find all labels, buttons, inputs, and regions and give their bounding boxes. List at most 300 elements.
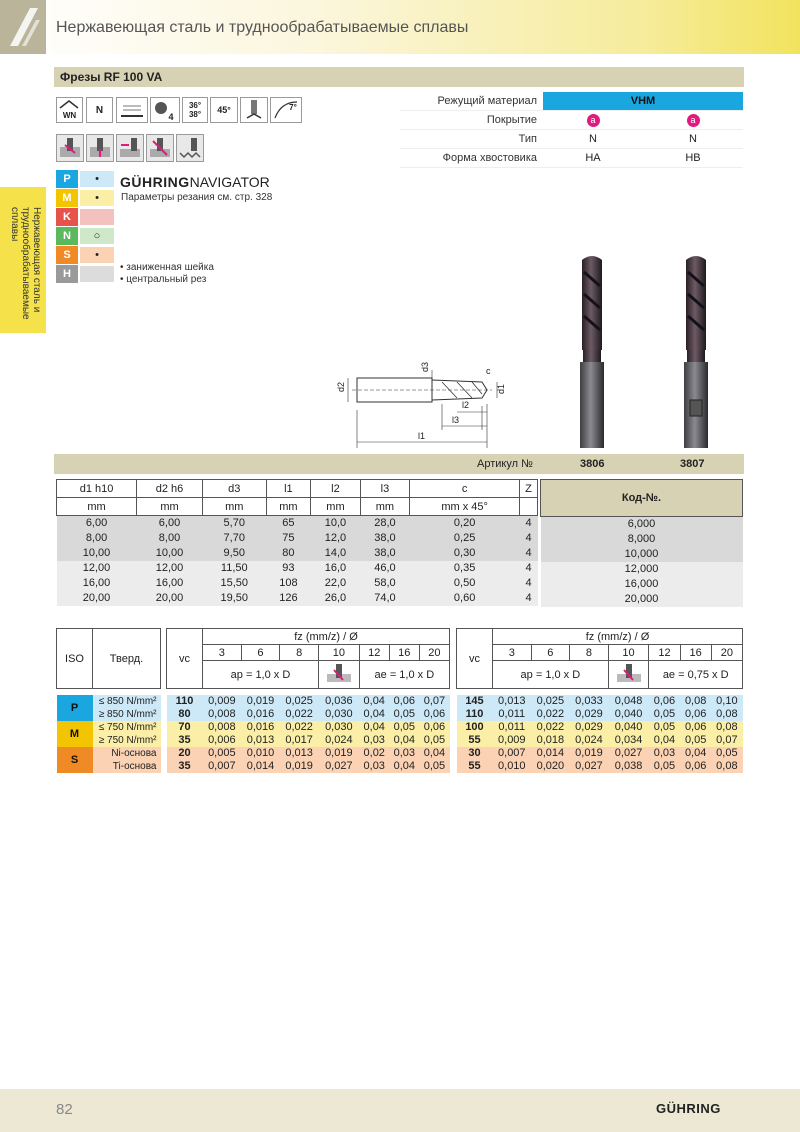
iso-row-k [56, 208, 114, 226]
table-cell: 9,50 [202, 546, 266, 561]
iso-group-badge: S [57, 747, 93, 773]
table-cell: 11,50 [202, 561, 266, 576]
ramping-angle-icon [270, 97, 302, 123]
hardness-cell: Ti-основа [93, 760, 161, 773]
dim-label-l3: l3 [452, 415, 460, 425]
fz-cell: 0,08 [711, 721, 742, 734]
diameter-cell: 6 [531, 645, 570, 661]
ap-label: ap = 1,0 x D [493, 661, 609, 689]
table-cell: 12,00 [137, 561, 203, 576]
table-cell: 14,0 [311, 546, 360, 561]
article-number-1: 3806 [580, 458, 605, 470]
dim-label-d1: d1 [496, 383, 506, 394]
table-cell: 8,00 [57, 531, 137, 546]
coating-badge: a [587, 114, 600, 127]
table-row [57, 747, 450, 760]
vc-cell: 55 [457, 760, 493, 773]
table-cell: 0,25 [410, 531, 520, 546]
table-cell: 58,0 [360, 576, 409, 591]
code-cell: 8,000 [541, 532, 743, 547]
table-cell: 16,00 [57, 576, 137, 591]
iso-group-badge: P [57, 695, 93, 721]
iso-letter: N [56, 227, 78, 245]
fz-cell: 0,022 [280, 721, 319, 734]
dims-units-row [57, 498, 538, 516]
table-cell: 4 [520, 531, 538, 546]
table-row [57, 708, 450, 721]
iso-group-badge: M [57, 721, 93, 747]
navigator-brand: GÜHRING [120, 174, 190, 190]
article-label: Артикул № [477, 458, 533, 470]
table-cell: 4 [520, 561, 538, 576]
fz-cell: 0,010 [493, 760, 532, 773]
coating-value-2 [643, 114, 743, 127]
iso-suitability: ○ [80, 228, 114, 244]
table-row [57, 516, 538, 531]
iso-suitability: • [80, 247, 114, 263]
tool-drawing [332, 360, 512, 450]
spec-label: Режущий материал [437, 95, 537, 107]
fz-cell: 0,05 [680, 734, 711, 747]
spec-row-shank [400, 149, 743, 168]
table-cell: 4 [520, 516, 538, 531]
fz-cell: 0,05 [649, 708, 680, 721]
table-cell: 28,0 [360, 516, 409, 531]
fz-cell: 0,04 [680, 747, 711, 760]
tool-photo-ha [572, 252, 612, 448]
table-cell: 0,50 [410, 576, 520, 591]
fz-cell: 0,018 [531, 734, 570, 747]
iso-row-p [56, 170, 114, 188]
table-row [457, 708, 743, 721]
code-cell: 6,000 [541, 517, 743, 532]
vc-cell: 20 [167, 747, 203, 760]
table-row [541, 532, 743, 547]
dimensions-table [56, 479, 538, 606]
fz-cell: 0,019 [241, 695, 280, 708]
spec-label: Форма хвостовика [442, 152, 537, 164]
article-bar [54, 454, 744, 474]
vc-cell: 110 [457, 708, 493, 721]
table-cell: 20,00 [57, 591, 137, 606]
fz-cell: 0,05 [649, 721, 680, 734]
table-cell: 38,0 [360, 531, 409, 546]
table-cell: 6,00 [57, 516, 137, 531]
table-cell: 80 [266, 546, 311, 561]
coating-badge: a [687, 114, 700, 127]
vc-cell: 55 [457, 734, 493, 747]
table-cell: 5,70 [202, 516, 266, 531]
table-row [541, 592, 743, 607]
code-cell: 10,000 [541, 547, 743, 562]
diameter-cell: 12 [359, 645, 389, 661]
table-row [57, 721, 450, 734]
fz-cell: 0,06 [649, 695, 680, 708]
dim-label-d2: d2 [336, 381, 346, 392]
spec-row-material [400, 92, 743, 111]
profile-milling-icon [146, 134, 174, 162]
table-row [57, 561, 538, 576]
dim-label-c: c [486, 366, 491, 376]
table-cell: 65 [266, 516, 311, 531]
table-cell: 10,00 [137, 546, 203, 561]
material-value: VHM [630, 95, 656, 107]
fz-cell: 0,10 [711, 695, 742, 708]
chapter-tab-label: Нержавеющая сталь и труднообрабатываемые сплавы [9, 207, 42, 320]
table-cell: 12,00 [57, 561, 137, 576]
hardness-cell: ≤ 750 N/mm² [93, 721, 161, 734]
fz-cell: 0,04 [389, 734, 419, 747]
dims-unit-cell: mm [266, 498, 311, 516]
fz-cell: 0,04 [359, 695, 389, 708]
fz-cell: 0,009 [493, 734, 532, 747]
helix-angle-2: 38° [188, 110, 202, 119]
type-value-1: N [589, 133, 597, 145]
table-cell: 0,35 [410, 561, 520, 576]
fz-cell: 0,020 [531, 760, 570, 773]
fz-cell: 0,022 [280, 708, 319, 721]
dim-label-d3: d3 [420, 361, 430, 372]
diameter-cell: 20 [419, 645, 449, 661]
spec-row-coating [400, 111, 743, 130]
table-row [57, 576, 538, 591]
cutting-table-left [56, 628, 450, 773]
fz-cell: 0,016 [241, 721, 280, 734]
table-cell: 7,70 [202, 531, 266, 546]
dims-header-cell: l1 [266, 480, 311, 498]
hardness-cell: ≥ 850 N/mm² [93, 708, 161, 721]
fz-header: fz (mm/z) / Ø [203, 629, 450, 645]
fz-cell: 0,06 [680, 760, 711, 773]
dims-header-cell: d2 h6 [137, 480, 203, 498]
vc-cell: 145 [457, 695, 493, 708]
table-cell: 6,00 [137, 516, 203, 531]
fz-cell: 0,019 [280, 760, 319, 773]
fz-cell: 0,03 [359, 734, 389, 747]
iso-letter: H [56, 265, 78, 283]
hardness-cell: ≥ 750 N/mm² [93, 734, 161, 747]
spec-label: Покрытие [486, 114, 537, 126]
page-title: Нержавеющая сталь и труднообрабатываемые сплавы [56, 19, 469, 36]
fz-cell: 0,017 [280, 734, 319, 747]
hardness-cell: Ni-основа [93, 747, 161, 760]
code-table [540, 479, 743, 607]
table-row [541, 562, 743, 577]
table-row [57, 546, 538, 561]
product-bar [54, 67, 744, 87]
fz-cell: 0,07 [419, 695, 449, 708]
fz-cell: 0,027 [570, 760, 609, 773]
pocket-milling-icon [176, 134, 204, 162]
fz-cell: 0,022 [531, 721, 570, 734]
vc-cell: 35 [167, 734, 203, 747]
table-cell: 10,0 [311, 516, 360, 531]
fz-cell: 0,04 [419, 747, 449, 760]
fz-cell: 0,005 [203, 747, 242, 760]
iso-letter: K [56, 208, 78, 226]
fz-cell: 0,04 [359, 708, 389, 721]
navigator-logo [120, 174, 270, 190]
code-cell: 12,000 [541, 562, 743, 577]
diameter-cell: 10 [608, 645, 649, 661]
fz-cell: 0,040 [608, 708, 649, 721]
fz-cell: 0,011 [493, 721, 532, 734]
dims-unit-cell: mm [137, 498, 203, 516]
fz-cell: 0,05 [419, 734, 449, 747]
fz-cell: 0,02 [359, 747, 389, 760]
cutting-params-ref: Параметры резания см. стр. 328 [121, 192, 273, 203]
coating-value-1 [543, 114, 643, 127]
ap-label: ap = 1,0 x D [203, 661, 319, 689]
fz-cell: 0,03 [649, 747, 680, 760]
fz-cell: 0,07 [711, 734, 742, 747]
ae-label: ae = 1,0 x D [359, 661, 449, 689]
table-row [541, 577, 743, 592]
table-cell: 10,00 [57, 546, 137, 561]
fz-cell: 0,05 [389, 708, 419, 721]
fz-cell: 0,08 [680, 695, 711, 708]
table-cell: 4 [520, 576, 538, 591]
table-cell: 108 [266, 576, 311, 591]
diameter-cell: 6 [241, 645, 280, 661]
code-header: Код-№. [541, 480, 743, 517]
fz-cell: 0,06 [680, 721, 711, 734]
diameter-cell: 12 [649, 645, 680, 661]
iso-header: ISO [57, 629, 93, 689]
table-row [57, 734, 450, 747]
iso-row-h [56, 265, 114, 283]
flutes-icon [150, 97, 180, 123]
fz-cell: 0,08 [711, 760, 742, 773]
dims-header-cell: l2 [311, 480, 360, 498]
table-cell: 4 [520, 546, 538, 561]
dim-label-l2: l2 [462, 400, 470, 410]
fz-cell: 0,030 [318, 721, 359, 734]
diameter-cell: 8 [570, 645, 609, 661]
table-cell: 74,0 [360, 591, 409, 606]
fz-cell: 0,04 [359, 721, 389, 734]
table-cell: 16,0 [311, 561, 360, 576]
table-cell: 4 [520, 591, 538, 606]
cut-header-row [57, 629, 450, 645]
cut-header-row [457, 629, 743, 645]
fz-cell: 0,013 [280, 747, 319, 760]
side-milling-icon [116, 134, 144, 162]
fz-cell: 0,05 [649, 760, 680, 773]
diameter-cell: 10 [318, 645, 359, 661]
dims-header-cell: l3 [360, 480, 409, 498]
table-cell: 20,00 [137, 591, 203, 606]
dims-header-cell: Z [520, 480, 538, 498]
diameter-cell: 16 [389, 645, 419, 661]
fz-cell: 0,05 [711, 747, 742, 760]
iso-suitability: • [80, 171, 114, 187]
page-header [0, 0, 800, 54]
fz-cell: 0,029 [570, 708, 609, 721]
table-row [57, 591, 538, 606]
fz-cell: 0,024 [318, 734, 359, 747]
dims-header-row [57, 480, 538, 498]
iso-row-n [56, 227, 114, 245]
dims-header-cell: d3 [202, 480, 266, 498]
fz-cell: 0,03 [389, 747, 419, 760]
type-n-icon [86, 97, 113, 123]
fz-cell: 0,016 [241, 708, 280, 721]
product-title: Фрезы RF 100 VA [60, 70, 163, 84]
fz-cell: 0,009 [203, 695, 242, 708]
fz-cell: 0,06 [389, 695, 419, 708]
fz-cell: 0,040 [608, 721, 649, 734]
table-cell: 38,0 [360, 546, 409, 561]
iso-letter: S [56, 246, 78, 264]
dims-unit-cell: mm x 45° [410, 498, 520, 516]
fz-cell: 0,08 [711, 708, 742, 721]
table-cell: 16,00 [137, 576, 203, 591]
diameter-cell: 20 [711, 645, 742, 661]
fz-cell: 0,033 [570, 695, 609, 708]
spec-table [400, 92, 743, 168]
milling-mode-icon [318, 661, 359, 689]
fz-cell: 0,06 [419, 721, 449, 734]
plunging-icon [86, 134, 114, 162]
fz-cell: 0,011 [493, 708, 532, 721]
vc-cell: 100 [457, 721, 493, 734]
ae-label: ae = 0,75 x D [649, 661, 743, 689]
fz-cell: 0,022 [531, 708, 570, 721]
fz-cell: 0,008 [203, 708, 242, 721]
vc-cell: 110 [167, 695, 203, 708]
vc-cell: 35 [167, 760, 203, 773]
table-row [57, 531, 538, 546]
vc-header: vc [457, 629, 493, 689]
iso-suitability [80, 266, 114, 282]
spec-label: Тип [518, 133, 537, 145]
fz-cell: 0,027 [318, 760, 359, 773]
diameter-cell: 3 [493, 645, 532, 661]
table-row [57, 695, 450, 708]
table-cell: 15,50 [202, 576, 266, 591]
hardness-cell: ≤ 850 N/mm² [93, 695, 161, 708]
iso-suitability [80, 209, 114, 225]
fz-cell: 0,014 [531, 747, 570, 760]
fz-cell: 0,06 [419, 708, 449, 721]
tolerance-icon [116, 97, 148, 123]
helix-angle-icon [182, 97, 208, 123]
svg-text:4: 4 [168, 112, 174, 122]
table-row [457, 760, 743, 773]
table-row [57, 760, 450, 773]
table-row [457, 734, 743, 747]
fz-cell: 0,05 [419, 760, 449, 773]
shank-value-2: HB [685, 152, 701, 164]
hardness-header: Тверд. [93, 629, 161, 689]
wn-standard-icon [56, 97, 83, 123]
dim-label-l1: l1 [418, 431, 426, 441]
iso-row-s [56, 246, 114, 264]
ap-ae-row [457, 661, 743, 689]
brand-logo [0, 0, 46, 54]
cutting-table-right [456, 628, 743, 773]
fz-cell: 0,038 [608, 760, 649, 773]
table-cell: 12,0 [311, 531, 360, 546]
fz-cell: 0,034 [608, 734, 649, 747]
fz-cell: 0,025 [280, 695, 319, 708]
table-cell: 126 [266, 591, 311, 606]
vc-cell: 30 [457, 747, 493, 760]
fz-cell: 0,048 [608, 695, 649, 708]
fz-cell: 0,025 [531, 695, 570, 708]
iso-suitability: • [80, 190, 114, 206]
fz-cell: 0,013 [241, 734, 280, 747]
table-cell: 0,60 [410, 591, 520, 606]
chamfer-icon [210, 97, 238, 123]
dims-unit-cell: mm [202, 498, 266, 516]
fz-cell: 0,03 [359, 760, 389, 773]
page-number: 82 [56, 1101, 73, 1118]
chapter-tab[interactable] [0, 187, 46, 333]
fz-cell: 0,007 [493, 747, 532, 760]
spec-row-type [400, 130, 743, 149]
code-cell: 20,000 [541, 592, 743, 607]
vc-header: vc [167, 629, 203, 689]
fz-cell: 0,04 [649, 734, 680, 747]
fz-cell: 0,029 [570, 721, 609, 734]
fz-cell: 0,036 [318, 695, 359, 708]
helix-angle-1: 36° [188, 101, 202, 110]
navigator-name: NAVIGATOR [189, 174, 270, 190]
type-n-label: N [95, 104, 104, 116]
dims-unit-cell: mm [311, 498, 360, 516]
dims-unit-cell [520, 498, 538, 516]
type-value-2: N [689, 133, 697, 145]
shank-value-1: HA [585, 152, 601, 164]
iso-letter: P [56, 170, 78, 188]
table-cell: 0,30 [410, 546, 520, 561]
fz-cell: 0,019 [570, 747, 609, 760]
slotting-icon [56, 134, 84, 162]
fz-cell: 0,008 [203, 721, 242, 734]
table-row [457, 747, 743, 760]
table-row [541, 547, 743, 562]
table-cell: 26,0 [311, 591, 360, 606]
table-row [457, 721, 743, 734]
fz-cell: 0,024 [570, 734, 609, 747]
table-cell: 93 [266, 561, 311, 576]
code-cell: 16,000 [541, 577, 743, 592]
dims-unit-cell: mm [360, 498, 409, 516]
vc-cell: 70 [167, 721, 203, 734]
fz-cell: 0,006 [203, 734, 242, 747]
table-row [541, 517, 743, 532]
feature-list [120, 262, 214, 286]
table-cell: 0,20 [410, 516, 520, 531]
fz-cell: 0,014 [241, 760, 280, 773]
vc-cell: 80 [167, 708, 203, 721]
fz-cell: 0,06 [680, 708, 711, 721]
footer-logo: GÜHRING [656, 1101, 721, 1116]
table-row [457, 695, 743, 708]
article-number-2: 3807 [680, 458, 705, 470]
fz-cell: 0,05 [389, 721, 419, 734]
fz-cell: 0,04 [389, 760, 419, 773]
chamfer-angle: 45° [217, 105, 231, 115]
table-cell: 46,0 [360, 561, 409, 576]
table-cell: 8,00 [137, 531, 203, 546]
feature-item: • центральный рез [120, 274, 207, 285]
tool-photo-hb [676, 252, 716, 448]
diameter-cell: 3 [203, 645, 242, 661]
fz-cell: 0,010 [241, 747, 280, 760]
